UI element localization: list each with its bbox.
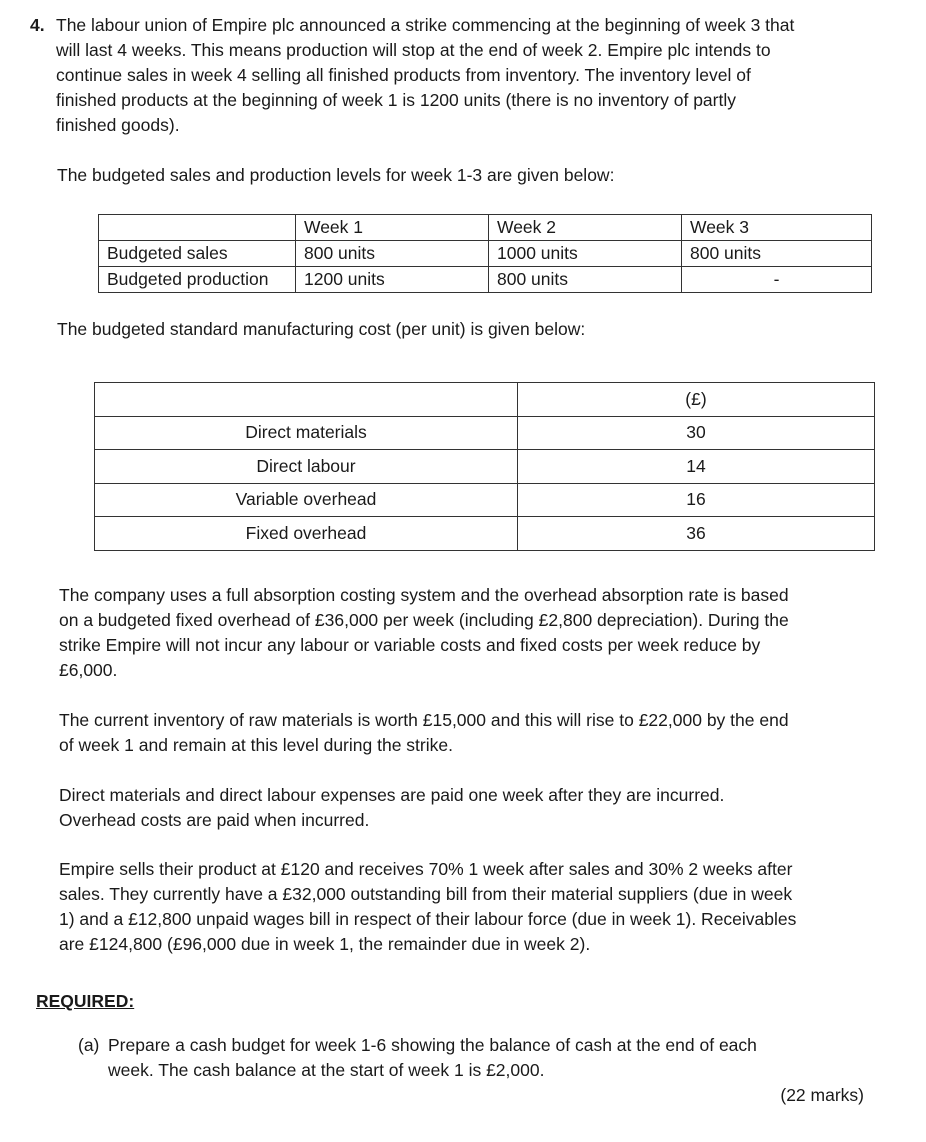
table-header-cell: Week 2 <box>489 215 682 241</box>
table-row-label: Direct labour <box>95 450 518 484</box>
paragraph-absorption-costing <box>59 583 865 683</box>
table-cell <box>99 215 296 241</box>
paragraph-raw-materials <box>59 708 865 758</box>
table-row <box>99 241 872 267</box>
table-row <box>95 517 875 551</box>
paragraph-line: The company uses a full absorption costing system and the overhead absorption rate is based <box>59 585 789 605</box>
sales-production-table <box>98 214 872 293</box>
table-row <box>95 483 875 517</box>
paragraph-line: sales. They currently have a £32,000 outstanding bill from their material suppliers (due in week <box>59 884 793 904</box>
part-a-line: Prepare a cash budget for week 1-6 showing the balance of cash at the end of each <box>108 1035 757 1055</box>
paragraph-line: Empire sells their product at £120 and receives 70% 1 week after sales and 30% 2 weeks after <box>59 859 793 879</box>
paragraph-line: strike Empire will not incur any labour or variable costs and fixed costs per week reduce by <box>59 635 761 655</box>
paragraph-sales-receipts <box>59 857 865 957</box>
standard-cost-table <box>94 382 875 551</box>
table-cell: - <box>682 267 872 293</box>
cost-intro: The budgeted standard manufacturing cost (per unit) is given below: <box>57 319 586 339</box>
table-cell: 16 <box>518 483 875 517</box>
paragraph-line: 1) and a £12,800 unpaid wages bill in respect of their labour force (due in week 1). Receivables <box>59 909 797 929</box>
table-row-label: Fixed overhead <box>95 517 518 551</box>
table-cell: 800 units <box>682 241 872 267</box>
question-line: finished products at the beginning of week 1 is 1200 units (there is no inventory of partly <box>56 90 736 110</box>
table-header-cell: Week 1 <box>296 215 489 241</box>
question-line: will last 4 weeks. This means production will stop at the end of week 2. Empire plc intends to <box>56 40 771 60</box>
table-cell: 1000 units <box>489 241 682 267</box>
table-header-row <box>99 215 872 241</box>
question-block <box>30 13 862 138</box>
question-line: finished goods). <box>56 115 180 135</box>
sales-intro: The budgeted sales and production levels for week 1-3 are given below: <box>57 165 615 185</box>
table-header-cell: Week 3 <box>682 215 872 241</box>
table-cell: 36 <box>518 517 875 551</box>
part-a-text <box>108 1033 866 1083</box>
required-heading: REQUIRED: <box>36 991 135 1011</box>
table-row-label: Direct materials <box>95 416 518 450</box>
table-cell: 30 <box>518 416 875 450</box>
question-number: 4. <box>30 15 45 35</box>
table-cell <box>95 383 518 417</box>
paragraph-line: Direct materials and direct labour expenses are paid one week after they are incurred. <box>59 785 725 805</box>
table-cell: 800 units <box>296 241 489 267</box>
question-text <box>56 13 862 138</box>
marks-label: (22 marks) <box>780 1085 864 1105</box>
table-row <box>95 450 875 484</box>
paragraph-line: Overhead costs are paid when incurred. <box>59 810 370 830</box>
question-line: continue sales in week 4 selling all finished products from inventory. The inventory level of <box>56 65 751 85</box>
part-a <box>78 1033 866 1083</box>
paragraph-payment-terms <box>59 783 865 833</box>
paragraph-line: of week 1 and remain at this level during the strike. <box>59 735 453 755</box>
table-cell: 14 <box>518 450 875 484</box>
table-row <box>95 416 875 450</box>
table-row-label: Variable overhead <box>95 483 518 517</box>
table-row-label: Budgeted sales <box>99 241 296 267</box>
table-header-cell: (£) <box>518 383 875 417</box>
question-line: The labour union of Empire plc announced a strike commencing at the beginning of week 3 that <box>56 15 795 35</box>
paragraph-line: £6,000. <box>59 660 118 680</box>
paragraph-line: The current inventory of raw materials is worth £15,000 and this will rise to £22,000 by the end <box>59 710 789 730</box>
table-header-row <box>95 383 875 417</box>
part-a-label: (a) <box>78 1035 100 1055</box>
table-row <box>99 267 872 293</box>
table-cell: 800 units <box>489 267 682 293</box>
paragraph-line: on a budgeted fixed overhead of £36,000 per week (including £2,800 depreciation). During the <box>59 610 789 630</box>
table-cell: 1200 units <box>296 267 489 293</box>
table-row-label: Budgeted production <box>99 267 296 293</box>
paragraph-line: are £124,800 (£96,000 due in week 1, the remainder due in week 2). <box>59 934 591 954</box>
part-a-line: week. The cash balance at the start of week 1 is £2,000. <box>108 1060 545 1080</box>
